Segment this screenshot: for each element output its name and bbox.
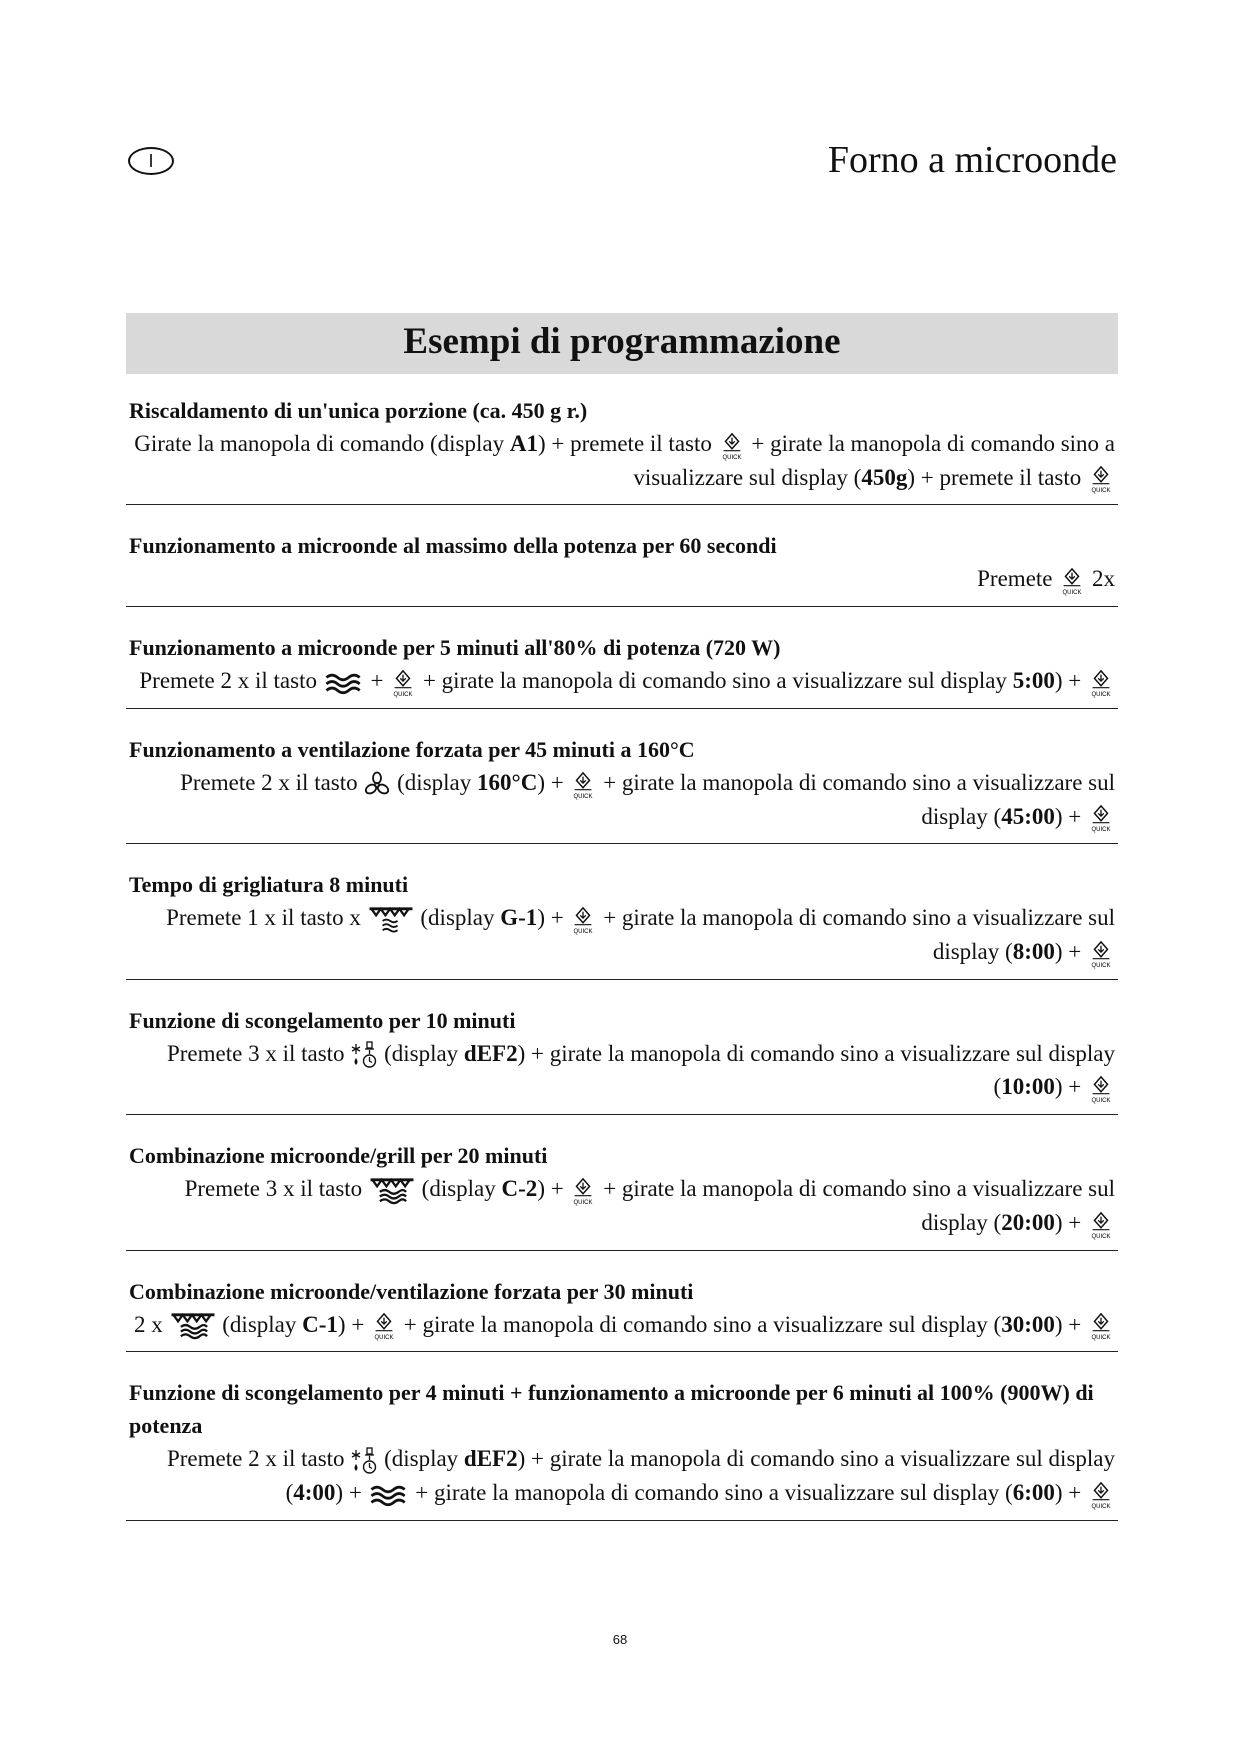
example-instructions: 2 x (display C-1) + QUICK + girate la manopola di comando sino a visualizzare sul display (30:00) + QUICK: [129, 1308, 1118, 1342]
grill-icon: [367, 906, 415, 934]
svg-text:QUICK: QUICK: [1091, 827, 1111, 834]
example-instructions: Girate la manopola di comando (display A1) + premete il tasto QUICK + girate la manopola di comando sino a visualizzare sul display (450g) + premete il tasto QUICK: [134, 431, 1115, 495]
svg-text:QUICK: QUICK: [1091, 1503, 1111, 1510]
example-title: Funzionamento a ventilazione forzata per 45 minuti a 160°C: [129, 736, 695, 762]
quick-start-icon: [1087, 1210, 1115, 1240]
svg-text:QUICK: QUICK: [573, 1199, 593, 1206]
svg-text:QUICK: QUICK: [1091, 691, 1111, 698]
language-badge: I: [128, 147, 174, 175]
quick-start-icon: [1087, 803, 1115, 833]
defrost-icon: [350, 1040, 378, 1070]
example-title: Combinazione microonde/ventilazione forzata per 30 minuti: [129, 1278, 694, 1304]
svg-text:QUICK: QUICK: [1091, 488, 1111, 495]
examples-list: [126, 388, 1118, 1539]
example-defrost-10min: [126, 998, 1118, 1115]
page-number: 68: [612, 1632, 628, 1647]
example-fan-45min-160c: [126, 727, 1118, 844]
microwave-waves-icon: [323, 671, 365, 695]
example-title: Funzione di scongelamento per 10 minuti: [129, 1007, 516, 1033]
quick-start-icon: [569, 1176, 597, 1206]
quick-start-icon: [389, 668, 417, 698]
example-combi-grill-20min: [126, 1133, 1118, 1250]
section-title: Esempi di programmazione: [126, 313, 1118, 374]
quick-start-icon: [1058, 566, 1086, 596]
example-defrost-plus-microwave: [126, 1370, 1118, 1520]
example-instructions: Premete 1 x il tasto x (display G-1) + QUICK + girate la manopola di comando sino a visualizzare sul display (8:00) + QUICK: [166, 905, 1115, 969]
example-title: Funzionamento a microonde al massimo della potenza per 60 secondi: [129, 533, 777, 559]
example-microwave-5min-80: [126, 625, 1118, 709]
svg-text:QUICK: QUICK: [573, 929, 593, 936]
example-title: Tempo di grigliatura 8 minuti: [129, 872, 409, 898]
quick-start-icon: [1087, 668, 1115, 698]
example-grill-8min: [126, 862, 1118, 979]
quick-start-icon: [1087, 1311, 1115, 1341]
example-combi-fan-30min: [126, 1269, 1118, 1353]
grill-microwave-combi-icon: [368, 1177, 416, 1205]
example-title: Riscaldamento di un'unica porzione (ca. 450 g r.): [129, 398, 588, 423]
example-single-portion: [126, 388, 1118, 505]
example-title: Combinazione microonde/grill per 20 minuti: [129, 1143, 548, 1169]
quick-start-icon: [1087, 464, 1115, 494]
svg-text:QUICK: QUICK: [1091, 1233, 1111, 1240]
example-instructions: Premete QUICK 2x: [977, 566, 1115, 597]
quick-start-icon: [569, 905, 597, 935]
svg-text:QUICK: QUICK: [374, 1335, 394, 1342]
quick-start-icon: [718, 431, 746, 461]
example-title: Funzionamento a microonde per 5 minuti all'80% di potenza (720 W): [129, 635, 781, 661]
svg-text:QUICK: QUICK: [1062, 590, 1082, 597]
example-title: Funzione di scongelamento per 4 minuti + funzionamento a microonde per 6 minuti al 100% (900W) di potenza: [129, 1380, 1094, 1439]
example-instructions: Premete 3 x il tasto (display dEF2) + girate la manopola di comando sino a visualizzare sul display (10:00) + QUICK: [166, 1040, 1115, 1105]
quick-start-icon: [1087, 1480, 1115, 1510]
quick-start-icon: [370, 1311, 398, 1341]
document-title: Forno a microonde: [827, 139, 1117, 181]
svg-text:QUICK: QUICK: [1091, 1335, 1111, 1342]
example-max-power-60s: [126, 523, 1118, 607]
example-instructions: Premete 2 x il tasto (display dEF2) + girate la manopola di comando sino a visualizzare sul display (4:00) + + girate la manopola di comando sino a visualizzare sul display (6:00) + QUICK: [166, 1446, 1115, 1510]
svg-text:QUICK: QUICK: [573, 793, 593, 800]
quick-start-icon: [1087, 939, 1115, 969]
microwave-waves-icon: [368, 1483, 410, 1507]
fan-icon: [363, 771, 391, 799]
svg-text:QUICK: QUICK: [1091, 1098, 1111, 1105]
svg-text:QUICK: QUICK: [722, 454, 742, 461]
quick-start-icon: [1087, 1074, 1115, 1104]
quick-start-icon: [569, 770, 597, 800]
defrost-icon: [350, 1446, 378, 1476]
grill-microwave-combi-icon: [169, 1312, 217, 1340]
example-instructions: Premete 3 x il tasto (display C-2) + QUICK + girate la manopola di comando sino a visualizzare sul display (20:00) + QUICK: [184, 1176, 1115, 1240]
example-instructions: Premete 2 x il tasto + QUICK + girate la manopola di comando sino a visualizzare sul display 5:00) + QUICK: [129, 664, 1118, 698]
svg-text:QUICK: QUICK: [393, 691, 413, 698]
svg-text:QUICK: QUICK: [1091, 962, 1111, 969]
example-instructions: Premete 2 x il tasto (display 160°C) + QUICK + girate la manopola di comando sino a visualizzare sul display (45:00) + QUICK: [180, 769, 1115, 834]
